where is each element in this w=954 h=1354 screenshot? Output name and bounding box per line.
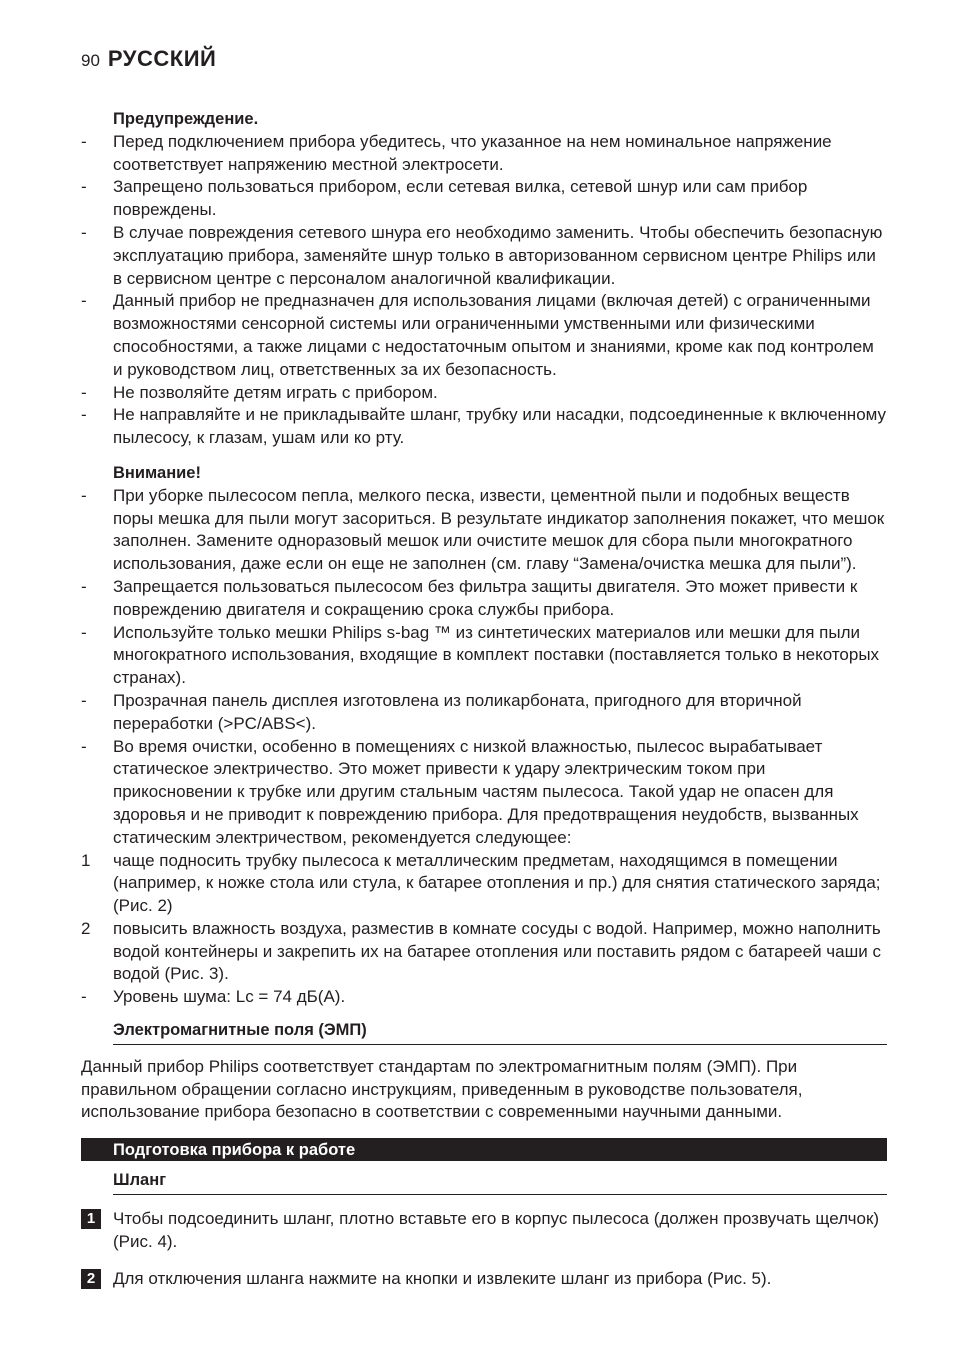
dash-marker: -: [81, 485, 87, 505]
noise-level: Уровень шума: Lc = 74 дБ(А).: [113, 987, 346, 1007]
section-band-preparation: Подготовка прибора к работе: [81, 1138, 887, 1161]
number-marker: 2: [81, 918, 91, 938]
list-item: [81, 986, 887, 1009]
hose-heading: Шланг: [113, 1169, 887, 1195]
dash-marker: -: [81, 622, 87, 642]
warning-list: [81, 131, 887, 450]
list-item: - В случае повреждения сетевого шнура его необходимо заменить. Чтобы обеспечить безопасную эксплуатацию прибора, заменяйте шнур только в авторизованном сервисном центре Philips или в сервисном центре с персоналом аналогичной квалификации.: [81, 222, 887, 290]
list-item: - Данный прибор не предназначен для использования лицами (включая детей) с ограниченными возможностями сенсорной системы или ограниченными умственными или физическими способностями, а также лицами с недостаточным опытом и знаниями, кроме как под контролем и руководством лиц, ответственных за их безопасность.: [81, 290, 887, 381]
step-number-badge: 2: [81, 1269, 101, 1289]
step-item: 1 Чтобы подсоединить шланг, плотно вставьте его в корпус пылесоса (должен прозвучать щелчок) (Рис. 4).: [81, 1208, 887, 1254]
list-item: - При уборке пылесосом пепла, мелкого песка, извести, цементной пыли и подобных веществ поры мешка для пыли могут засориться. В результате индикатор заполнения покажет, что мешок заполнен. Замените одноразовый мешок или очистите мешок для сбора пыли многократного использования, даже если он еще не заполнен (см. главу “Замена/очистка мешка для пыли”).: [81, 485, 887, 576]
emf-heading: Электромагнитные поля (ЭМП): [113, 1019, 887, 1045]
list-item: - Перед подключением прибора убедитесь, что указанное на нем номинальное напряжение соответствует напряжению местной электросети.: [81, 131, 887, 177]
list-item: - Не направляйте и не прикладывайте шланг, трубку или насадки, подсоединенные к включенному пылесосу, к глазам, ушам или ко рту.: [81, 404, 887, 450]
list-item: - Не позволяйте детям играть с прибором.: [81, 382, 887, 405]
list-item: - Запрещается пользоваться пылесосом без фильтра защиты двигателя. Это может привести к повреждению двигателя и сокращению срока службы прибора.: [81, 576, 887, 622]
step-number-badge: 1: [81, 1209, 101, 1229]
dash-marker: -: [81, 291, 87, 311]
dash-marker: -: [81, 987, 87, 1007]
step-item: 2 Для отключения шланга нажмите на кнопки и извлеките шланг из прибора (Рис. 5).: [81, 1268, 887, 1291]
dash-marker: -: [81, 382, 87, 402]
dash-marker: -: [81, 177, 87, 197]
dash-marker: -: [81, 736, 87, 756]
list-item: - Во время очистки, особенно в помещениях с низкой влажностью, пылесос вырабатывает статическое электричество. Это может привести к удару электрическим током при прикосновении к трубке или другим стальным частям пылесоса. Такой удар не опасен для здоровья и не приводит к повреждению прибора. Для предотвращения неудобств, вызванных статическим электричеством, рекомендуется следующее:: [81, 736, 887, 850]
number-marker: 1: [81, 850, 91, 870]
dash-marker: -: [81, 405, 87, 425]
emf-paragraph: Данный прибор Philips соответствует стандартам по электромагнитным полям (ЭМП). При правильном обращении согласно инструкциям, приведенным в руководстве пользователя, использование прибора безопасно в соответствии с современными научными данными.: [81, 1056, 803, 1122]
list-item: - Используйте только мешки Philips s-bag ™ из синтетических материалов или мешки для пыли многократного использования, входящие в комплект поставки (поставляется только в некоторых странах).: [81, 622, 887, 690]
dash-marker: -: [81, 690, 87, 710]
dash-marker: -: [81, 222, 87, 242]
language-title: РУССКИЙ: [107, 46, 217, 71]
page-number: 90: [81, 51, 100, 70]
list-item: - Запрещено пользоваться прибором, если сетевая вилка, сетевой шнур или сам прибор повреждены.: [81, 176, 887, 222]
warning-heading: Предупреждение.: [113, 110, 259, 128]
dash-marker: -: [81, 576, 87, 596]
page-content: [81, 108, 887, 1290]
caution-heading: Внимание!: [113, 463, 201, 482]
page-header: [81, 46, 216, 76]
numbered-item: 2 повысить влажность воздуха, разместив в комнате сосуды с водой. Например, можно наполнить водой контейнеры и закрепить их на батарее отопления или поставить рядом с батареей чаши с водой (Рис. 3).: [81, 918, 887, 986]
numbered-item: 1 чаще подносить трубку пылесоса к металлическим предметам, находящимся в помещении (например, к ножке стола или стула, к батарее отопления и пр.) для снятия статического заряда; (Рис. 2): [81, 850, 887, 918]
dash-marker: -: [81, 131, 87, 151]
list-item: - Прозрачная панель дисплея изготовлена из поликарбоната, пригодного для вторичной переработки (>PC/ABS<).: [81, 690, 887, 736]
caution-list: [81, 485, 887, 1009]
